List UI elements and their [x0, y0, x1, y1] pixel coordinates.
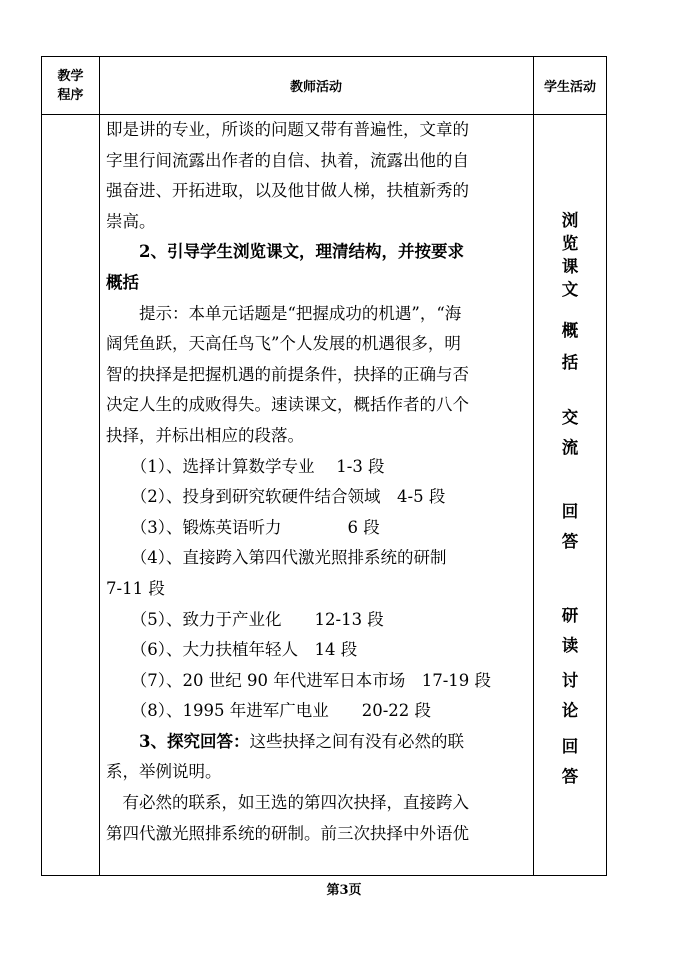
header-teaching-procedure: 教学 程序 [57, 68, 84, 103]
heading-bold-part: 3、探究回答： [106, 731, 250, 751]
text-line: 字里行间流露出作者的自信、执着，流露出他的自 [106, 150, 469, 170]
text-line: 智的抉择是把握机遇的前提条件，抉择的正确与否 [106, 364, 469, 384]
section-heading-3 [106, 727, 526, 758]
student-char: 回 [561, 502, 579, 521]
student-char: 交 [561, 408, 579, 427]
student-char: 答 [561, 532, 579, 551]
page-number: 第3页 [326, 883, 362, 898]
header-student-activity: 学生活动 [543, 80, 596, 95]
lesson-table [41, 56, 607, 876]
text-line: 崇高。 [106, 211, 156, 231]
student-char: 回 [561, 737, 579, 756]
header-teacher-activity: 教师活动 [289, 80, 342, 95]
list-item: （6）、大力扶植年轻人 14 段 [106, 640, 358, 660]
student-char: 览 [561, 234, 579, 253]
list-item: （1）、选择计算数学专业 1-3 段 [106, 456, 385, 476]
list-item: 7-11 段 [106, 578, 165, 598]
list-item: （7）、20 世纪 90 年代进军日本市场 17-19 段 [106, 670, 492, 690]
text-line: 即是讲的专业，所谈的问题又带有普遍性，文章的 [106, 120, 469, 139]
student-char: 研 [561, 606, 579, 625]
list-item: （5）、致力于产业化 12-13 段 [106, 609, 384, 629]
student-char: 读 [561, 636, 579, 655]
list-item: （8）、1995 年进军广电业 20-22 段 [106, 701, 432, 721]
heading-rest: 这些抉择之间有没有必然的联 [249, 731, 464, 751]
text-line: 有必然的联系，如王选的第四次抉择，直接跨入 [106, 793, 469, 813]
student-char: 答 [561, 767, 579, 786]
text-line: 抉择，并标出相应的段落。 [106, 425, 304, 445]
student-char: 概 [561, 321, 579, 340]
text-line: 决定人生的成败得失。速读课文，概括作者的八个 [106, 395, 469, 415]
student-char: 文 [561, 280, 579, 299]
section-heading: 2、引导学生浏览课文，理清结构，并按要求 [106, 242, 464, 262]
list-item: （2）、投身到研究软硬件结合领域 4-5 段 [106, 487, 446, 507]
text-line: 阔凭鱼跃，天高任鸟飞”个人发展的机遇很多，明 [106, 334, 461, 354]
student-char: 讨 [561, 671, 579, 690]
text-line: 提示：本单元话题是“把握成功的机遇”，“海 [106, 303, 462, 323]
list-item: （4）、直接跨入第四代激光照排系统的研制 [106, 548, 447, 568]
column-divider [99, 57, 100, 875]
text-line: 第四代激光照排系统的研制。前三次抉择中外语优 [106, 823, 469, 843]
teacher-activity-text [106, 115, 526, 849]
student-activity-column [533, 57, 607, 877]
section-heading: 概括 [106, 272, 139, 292]
student-char: 流 [561, 438, 579, 457]
student-char: 括 [561, 353, 579, 372]
student-char: 课 [561, 257, 579, 276]
list-item: （3）、锻炼英语听力 6 段 [106, 517, 380, 537]
text-line: 强奋进、开拓进取，以及他甘做人梯，扶植新秀的 [106, 181, 469, 201]
text-line: 系，举例说明。 [106, 762, 222, 782]
student-char: 浏 [561, 211, 579, 230]
student-char: 论 [561, 701, 579, 720]
